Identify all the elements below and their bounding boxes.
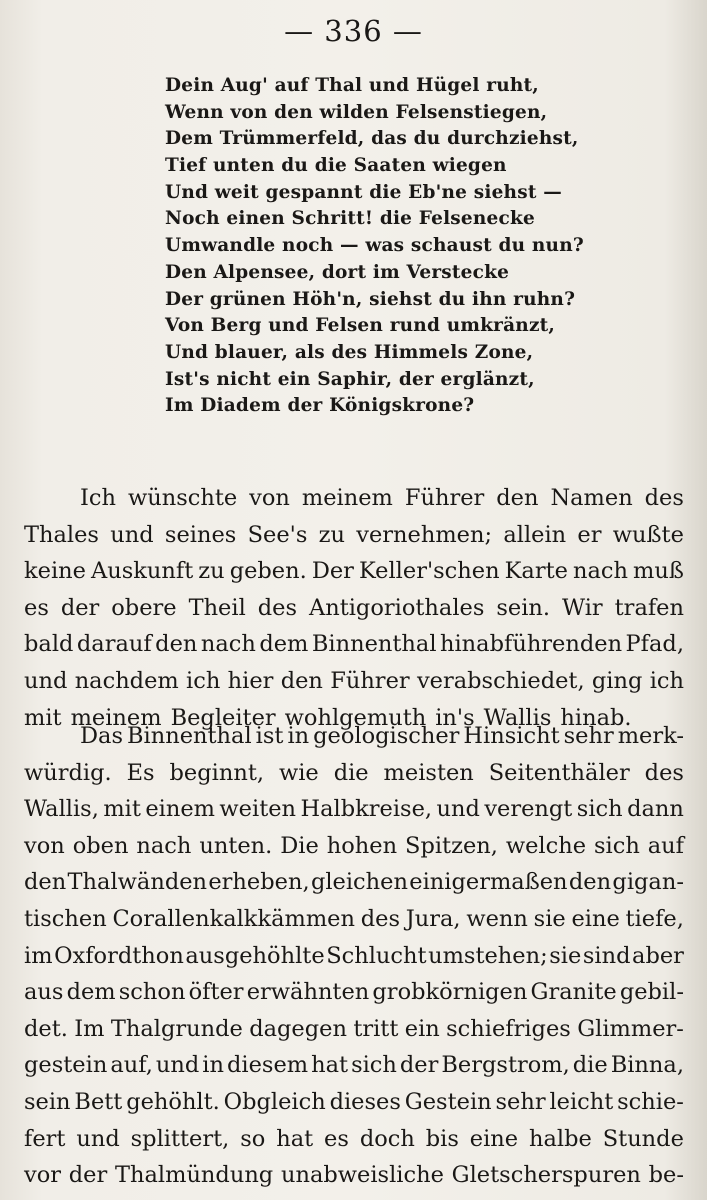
poem-stanza bbox=[165, 73, 585, 420]
text-line: tischen Corallenkalkkämmen des Jura, wenn sie eine tiefe, bbox=[24, 905, 684, 932]
page-number: — 336 — bbox=[284, 14, 423, 48]
poem-line: Umwandle noch — was schaust du nun? bbox=[165, 235, 584, 257]
text-line: und nachdem ich hier den Führer verabschiedet, ging ich bbox=[24, 667, 684, 694]
text-line: Ich wünschte von meinem Führer den Namen des bbox=[80, 485, 684, 511]
poem-line: Im Diadem der Königskrone? bbox=[165, 395, 475, 417]
poem-line: Und blauer, als des Himmels Zone, bbox=[165, 341, 534, 363]
poem-line: Ist's nicht ein Saphir, der erglänzt, bbox=[165, 368, 535, 390]
poem-line: Von Berg und Felsen rund umkränzt, bbox=[165, 315, 556, 337]
text-line: von oben nach unten. Die hohen Spitzen, welche sich auf bbox=[24, 832, 684, 859]
text-line: würdig. Es beginnt, wie die meisten Seitenthäler des bbox=[24, 759, 684, 786]
text-line: es der obere Theil des Antigoriothales sein. Wir trafen bbox=[24, 594, 684, 621]
text-line: Thales und seines See's zu vernehmen; allein er wußte bbox=[24, 521, 684, 548]
poem-line: Wenn von den wilden Felsenstiegen, bbox=[165, 101, 548, 123]
poem-line: Dem Trümmerfeld, das du durchziehst, bbox=[165, 128, 579, 150]
text-line: Das Binnenthal ist in geologischer Hinsicht sehr merk- bbox=[80, 723, 684, 749]
text-line: fert und splittert, so hat es doch bis eine halbe Stunde bbox=[24, 1125, 684, 1152]
paragraph-2 bbox=[24, 718, 684, 1194]
text-line: Wallis, mit einem weiten Halbkreise, und verengt sich dann bbox=[24, 796, 684, 823]
poem-line: Dein Aug' auf Thal und Hügel ruht, bbox=[165, 75, 539, 96]
text-line: keine Auskunft zu geben. Der Keller'schen Karte nach muß bbox=[24, 558, 684, 585]
text-line: gestein auf, und in diesem hat sich der Bergstrom, die Binna, bbox=[24, 1052, 684, 1079]
text-line: vor der Thalmündung unabweisliche Gletscherspuren be- bbox=[24, 1162, 684, 1189]
text-line: det. Im Thalgrunde dagegen tritt ein schiefriges Glimmer- bbox=[24, 1015, 684, 1042]
poem-line: Der grünen Höh'n, siehst du ihn ruhn? bbox=[165, 288, 576, 310]
poem-line: Und weit gespannt die Eb'ne siehst — bbox=[165, 181, 562, 203]
text-line: mit meinem Begleiter wohlgemuth in's Wallis hinab. bbox=[24, 704, 632, 731]
paragraph-1 bbox=[24, 480, 684, 736]
text-line: den Thalwänden erheben, gleichen einigermaßen den gigan- bbox=[24, 869, 684, 896]
text-line: im Oxfordthon ausgehöhlte Schlucht umstehen; sie sind aber bbox=[24, 942, 684, 969]
text-line: aus dem schon öfter erwähnten grobkörnigen Granite gebil- bbox=[24, 979, 684, 1006]
poem-line: Tief unten du die Saaten wiegen bbox=[165, 155, 507, 177]
poem-line: Noch einen Schritt! die Felsenecke bbox=[165, 208, 535, 230]
text-line: bald darauf den nach dem Binnenthal hinabführenden Pfad, bbox=[24, 631, 684, 658]
poem-line: Den Alpensee, dort im Verstecke bbox=[165, 261, 510, 283]
text-line: sein Bett gehöhlt. Obgleich dieses Gestein sehr leicht schie- bbox=[24, 1088, 684, 1115]
